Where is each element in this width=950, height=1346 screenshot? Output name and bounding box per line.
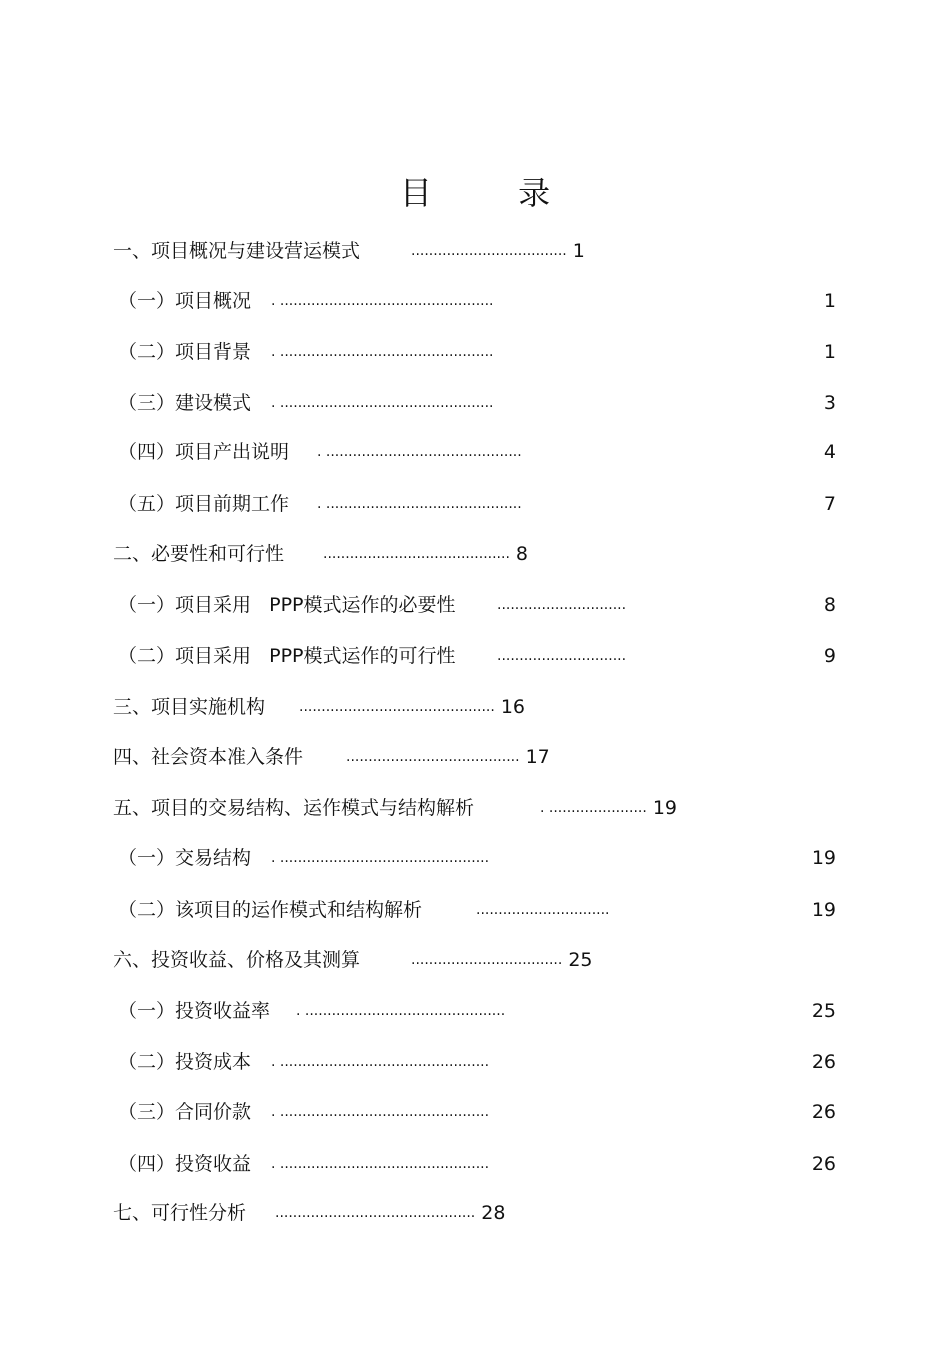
toc-entry-label: （二）投资成本 [118, 1051, 252, 1073]
toc-entry-leader: .......................................... [323, 546, 510, 562]
toc-entry[interactable] [0, 1198, 950, 1228]
toc-entry-page: 19 [811, 899, 836, 921]
toc-entry-leader: . ...................... [540, 800, 647, 816]
toc-entry-label: （二）项目背景 [118, 341, 252, 363]
toc-entry-page: 1 [823, 290, 836, 312]
toc-entry[interactable] [0, 388, 950, 418]
toc-entry[interactable] [0, 996, 950, 1026]
toc-entry[interactable] [0, 742, 950, 772]
toc-entry-leader: . ............................................ [317, 444, 522, 460]
toc-entry-label: （一）投资收益率 [118, 1000, 271, 1022]
toc-entry-page: 26 [811, 1153, 836, 1175]
toc-entry-label: （二）项目采用 PPP模式运作的可行性 [118, 645, 456, 667]
toc-entry-label: 四、社会资本准入条件 [113, 746, 304, 768]
toc-entry-page: 25 [811, 1000, 836, 1022]
toc-entry[interactable] [0, 236, 950, 266]
toc-entry-page: 1 [572, 240, 585, 262]
toc-entry-leader: . ................................................ [271, 395, 494, 411]
toc-entry-leader: . ............................................... [271, 1054, 490, 1070]
toc-entry-leader: ............................................. [275, 1205, 476, 1221]
toc-entry-page: 19 [811, 847, 836, 869]
toc-entry-leader: ............................. [497, 648, 627, 664]
toc-entry[interactable] [0, 843, 950, 873]
toc-entry-page: 26 [811, 1051, 836, 1073]
toc-entry-leader: ....................................... [346, 749, 520, 765]
toc-entry[interactable] [0, 539, 950, 569]
toc-entry-label: （五）项目前期工作 [118, 493, 290, 515]
toc-entry[interactable] [0, 692, 950, 722]
toc-entry[interactable] [0, 641, 950, 671]
toc-entry[interactable] [0, 945, 950, 975]
toc-entry-page: 4 [823, 441, 836, 463]
toc-entry[interactable] [0, 1097, 950, 1127]
toc-entry-leader: . ............................................. [296, 1003, 506, 1019]
toc-entry-page: 16 [500, 696, 525, 718]
toc-entry-label: 二、必要性和可行性 [113, 543, 285, 565]
toc-entry-label: （四）投资收益 [118, 1153, 252, 1175]
toc-entry-leader: . ............................................... [271, 850, 490, 866]
toc-entry-label: 三、项目实施机构 [113, 696, 266, 718]
toc-entry-leader: .................................. [411, 952, 563, 968]
toc-entry-page: 19 [652, 797, 677, 819]
toc-entry[interactable] [0, 286, 950, 316]
toc-entry-label: （三）建设模式 [118, 392, 252, 414]
toc-entry-page: 25 [568, 949, 593, 971]
toc-entry-label: （一）交易结构 [118, 847, 252, 869]
toc-entry[interactable] [0, 1149, 950, 1179]
toc-entry-page: 17 [525, 746, 550, 768]
toc-entry-label: 一、项目概况与建设营运模式 [113, 240, 361, 262]
toc-entry[interactable] [0, 590, 950, 620]
toc-entry-leader: ............................................ [299, 699, 495, 715]
toc-entry[interactable] [0, 437, 950, 467]
toc-entry[interactable] [0, 1047, 950, 1077]
toc-entry-label: （四）项目产出说明 [118, 441, 290, 463]
toc-entry[interactable] [0, 895, 950, 925]
toc-entry-leader: . ................................................ [271, 293, 494, 309]
toc-entry-page: 28 [481, 1202, 506, 1224]
toc-entry[interactable] [0, 337, 950, 367]
toc-entry-page: 8 [823, 594, 836, 616]
toc-entry-page: 9 [823, 645, 836, 667]
toc-entry-page: 8 [515, 543, 529, 565]
toc-entry-page: 1 [823, 341, 836, 363]
toc-title: 目 录 [399, 174, 589, 212]
toc-entry-label: （三）合同价款 [118, 1101, 252, 1123]
toc-entry-leader: .............................. [476, 902, 610, 918]
toc-entry-label: 五、项目的交易结构、运作模式与结构解析 [113, 797, 475, 819]
toc-entry-leader: ............................. [497, 597, 627, 613]
toc-entry-leader: . ............................................... [271, 1156, 490, 1172]
toc-entry-label: （二）该项目的运作模式和结构解析 [118, 899, 423, 921]
toc-entry-label: （一）项目采用 PPP模式运作的必要性 [118, 594, 456, 616]
toc-entry-leader: ................................... [411, 243, 567, 259]
toc-entry-leader: . ................................................ [271, 344, 494, 360]
toc-entry-leader: . ............................................ [317, 496, 522, 512]
toc-entry-leader: . ............................................... [271, 1104, 490, 1120]
toc-entry[interactable] [0, 793, 950, 823]
toc-entry-label: 七、可行性分析 [113, 1202, 247, 1224]
toc-entry-page: 26 [811, 1101, 836, 1123]
toc-entry[interactable] [0, 489, 950, 519]
toc-entry-page: 7 [823, 493, 836, 515]
toc-entry-page: 3 [823, 392, 836, 414]
toc-entry-label: （一）项目概况 [118, 290, 252, 312]
toc-entry-label: 六、投资收益、价格及其测算 [113, 949, 361, 971]
